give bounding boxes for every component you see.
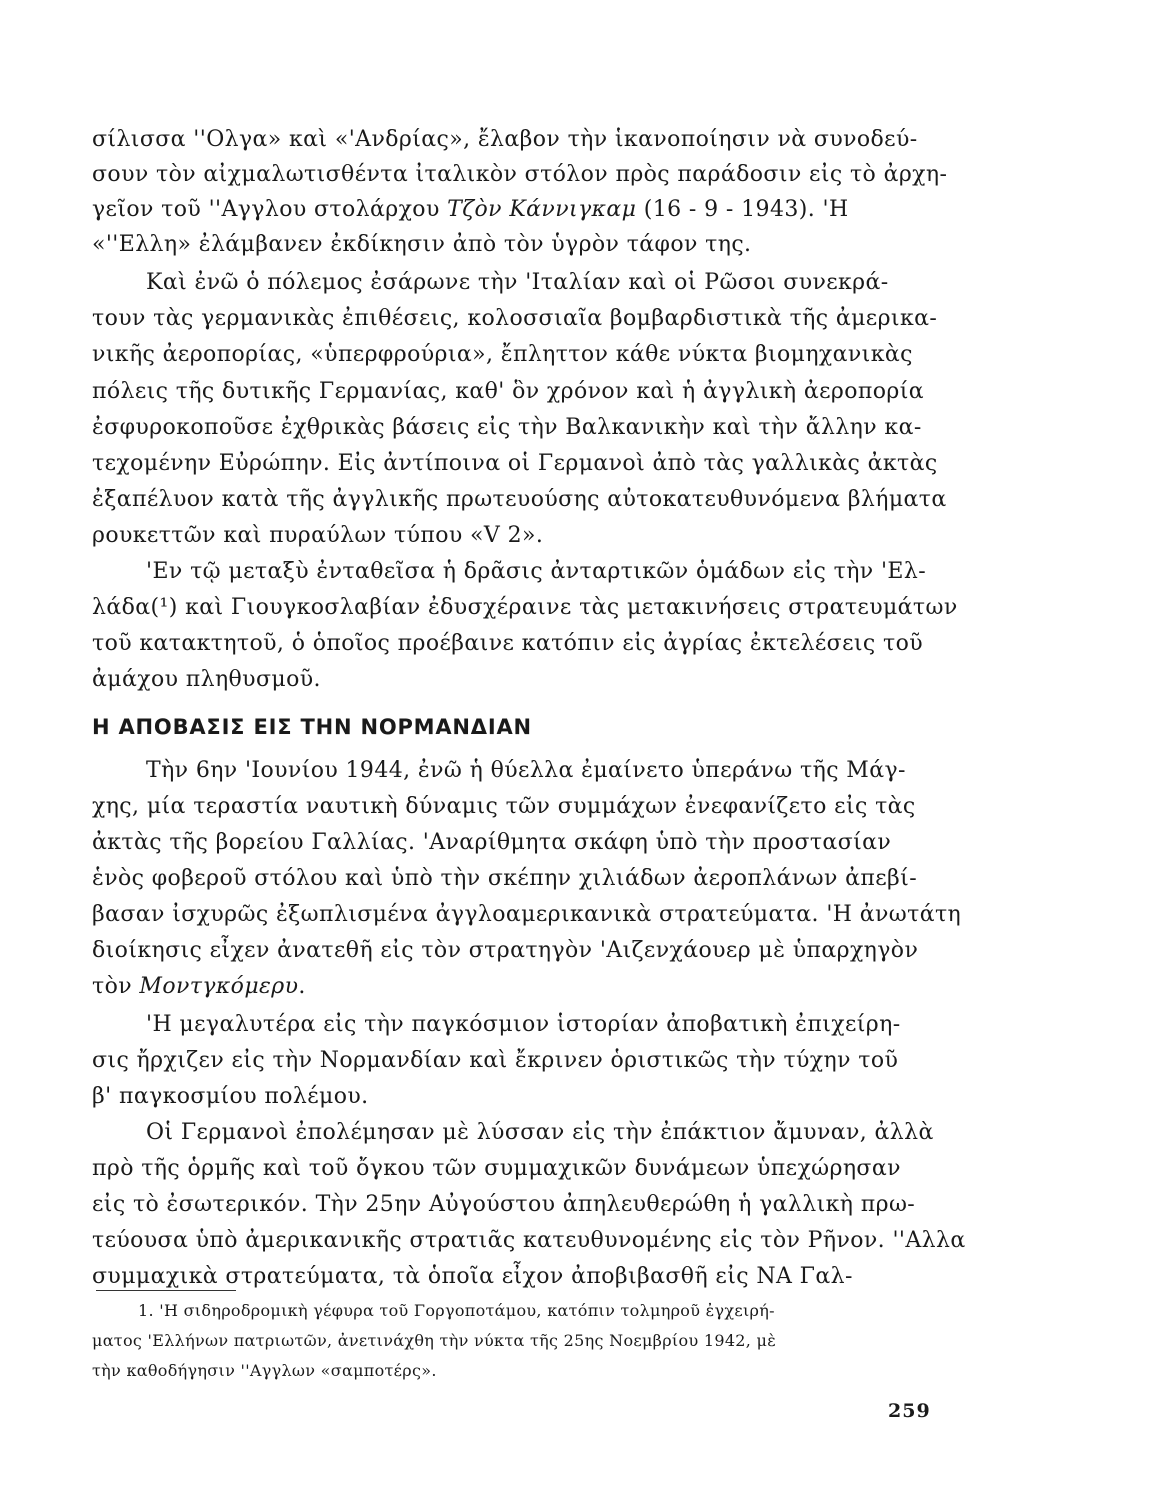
italic-name: Τζὸν Κάννιγκαμ: [447, 197, 637, 222]
body-line: [92, 972, 306, 1002]
line-text: εἰς τὸ ἐσωτερικόν. Τὴν 25ην Αὐγούστου ἀπηλευθερώθη ἡ γαλλικὴ πρω-: [92, 1192, 916, 1217]
line-text: Οἱ Γερμανοὶ ἐπολέμησαν μὲ λύσσαν εἰς τὴν ἐπάκτιον ἄμυναν, ἀλλὰ: [146, 1120, 934, 1145]
line-text: ἀκτὰς τῆς βορείου Γαλλίας. 'Αναρίθμητα σκάφη ὑπὸ τὴν προστασίαν: [92, 830, 892, 855]
body-line: [92, 864, 917, 894]
body-line: [92, 195, 849, 225]
body-line: [92, 936, 918, 966]
line-text: πρὸ τῆς ὁρμῆς καὶ τοῦ ὄγκου τῶν συμμαχικῶν δυνάμεων ὑπεχώρησαν: [92, 1156, 901, 1181]
line-text: τουν τὰς γερμανικὰς ἐπιθέσεις, κολοσσιαῖα βομβαρδιστικὰ τῆς ἀμερικα-: [92, 306, 938, 331]
line-text: τεχομένην Εὐρώπην. Εἰς ἀντίποινα οἱ Γερμανοὶ ἀπὸ τὰς γαλλικὰς ἀκτὰς: [92, 451, 938, 476]
line-text: διοίκησις εἶχεν ἀνατεθῆ εἰς τὸν στρατηγὸν 'Αιζενχάουερ: [92, 938, 752, 963]
section-heading: Η ΑΠΟΒΑΣΙΣ ΕΙΣ ΤΗΝ ΝΟΡΜΑΝΔΙΑΝ: [92, 715, 532, 739]
line-text: ἀμάχου πληθυσμοῦ.: [92, 667, 321, 692]
footnote-line: 1. 'Η σιδηροδρομικὴ γέφυρα τοῦ Γοργοποτάμου, κατόπιν τολμηροῦ ἐγχειρή-: [138, 1301, 775, 1320]
line-text: συμμαχικὰ στρατεύματα, τὰ ὁποῖα εἶχον ἀποβιβασθῆ εἰς ΝΑ Γαλ-: [92, 1264, 853, 1289]
line-text: τοῦ κατακτητοῦ, ὁ ὁποῖος προέβαινε κατόπιν εἰς ἀγρίας ἐκτελέσεις τοῦ: [92, 631, 924, 656]
body-line: [92, 160, 947, 190]
body-line: [92, 1262, 853, 1292]
line-text: πόλεις τῆς δυτικῆς Γερμανίας, καθ' ὃν χρόνον καὶ ἡ ἀγγλικὴ ἀεροπορία: [92, 379, 925, 404]
line-text: β' παγκοσμίου πολέμου.: [92, 1084, 369, 1109]
body-line: [146, 756, 906, 786]
body-line: [146, 557, 926, 587]
body-line: [92, 1046, 898, 1076]
body-line: [92, 792, 916, 822]
line-text: .: [298, 974, 306, 999]
body-line: [92, 593, 958, 623]
footnote-line: τὴν καθοδήγησιν ''Αγγλων «σαμποτέρς».: [92, 1361, 437, 1380]
body-line: [92, 1082, 369, 1112]
line-text: τὸν: [92, 974, 140, 999]
line-text: 'Εν τῷ μεταξὺ ἐνταθεῖσα ἡ δρᾶσις ἀνταρτικῶν ὁμάδων εἰς τὴν 'Ελ-: [146, 559, 927, 584]
line-text: Καὶ ἐνῶ ὁ πόλεμος ἐσάρωνε τὴν 'Ιταλίαν καὶ οἱ Ρῶσοι συνεκρά-: [146, 270, 889, 295]
line-text: σουν τὸν αἰχμαλωτισθέντα ἰταλικὸν στόλον πρὸς παράδοσιν εἰς τὸ ἀρχη-: [92, 162, 948, 187]
body-line: [92, 629, 923, 659]
body-line: [92, 449, 938, 479]
body-line: [92, 1154, 901, 1184]
body-line: [92, 900, 961, 930]
body-line: [92, 521, 543, 551]
line-text: «''Ελλη» ἐλάμβανεν ἐκδίκησιν ἀπὸ τὸν ὑγρὸν τάφον της.: [92, 232, 752, 257]
body-line: [146, 1118, 934, 1148]
body-line: [92, 304, 937, 334]
line-text: τεύουσα ὑπὸ ἀμερικανικῆς στρατιᾶς κατευθυνομένης εἰς τὸν Ρῆνον. ''Αλλα: [92, 1228, 966, 1253]
line-text: χης, μία τεραστία ναυτικὴ δύναμις τῶν συμμάχων ἐνεφανίζετο εἰς τὰς: [92, 794, 916, 819]
line-text: Τὴν 6ην 'Ιουνίου 1944, ἐνῶ ἡ θύελλα ἐμαίνετο ὑπεράνω τῆς Μάγ-: [146, 758, 906, 783]
body-line: [92, 340, 913, 370]
body-line: [92, 1226, 966, 1256]
body-line: [92, 125, 918, 155]
line-text: λάδα(¹) καὶ Γιουγκοσλαβίαν ἐδυσχέραινε τὰς μετακινήσεις στρατευμάτων: [92, 595, 958, 620]
body-line: [92, 377, 924, 407]
body-line: [146, 268, 889, 298]
footnote-divider: [96, 1290, 236, 1291]
line-text: ἐσφυροκοποῦσε ἐχθρικὰς βάσεις εἰς τὴν Βαλκανικὴν καὶ τὴν ἄλλην κα-: [92, 415, 922, 440]
line-text: νικῆς ἀεροπορίας, «ὑπερφρούρια», ἔπληττον κάθε νύκτα βιομηχανικὰς: [92, 342, 913, 367]
body-line: [146, 1010, 901, 1040]
body-line: [92, 665, 321, 695]
line-text: γεῖον τοῦ ''Αγγλου στολάρχου: [92, 197, 448, 222]
body-line: [92, 1190, 915, 1220]
footnote-line: ματος 'Ελλήνων πατριωτῶν, ἀνετινάχθη τὴν νύκτα τῆς 25ης Νοεμβρίου 1942, μὲ: [92, 1331, 777, 1350]
line-text: σις ἤρχιζεν εἰς τὴν Νορμανδίαν καὶ ἔκρινεν ὁριστικῶς τὴν τύχην τοῦ: [92, 1048, 899, 1073]
body-line: [92, 485, 947, 515]
body-line: [92, 413, 922, 443]
line-text: ρουκεττῶν καὶ πυραύλων τύπου «V 2».: [92, 523, 544, 548]
line-text: μὲ ὑπαρχηγὸν: [751, 938, 919, 963]
line-text: σίλισσα ''Ολγα» καὶ «'Ανδρίας», ἔλαβον τὴν ἱκανοποίησιν νὰ συνοδεύ-: [92, 127, 918, 152]
line-text: βασαν ἰσχυρῶς ἐξωπλισμένα ἀγγλοαμερικανικὰ στρατεύματα. 'Η ἀνωτάτη: [92, 902, 962, 927]
body-line: [92, 828, 891, 858]
body-line: [92, 230, 751, 260]
line-text: (16 - 9 - 1943). 'Η: [636, 197, 849, 222]
line-text: ἐξαπέλυον κατὰ τῆς ἀγγλικῆς πρωτευούσης αὐτοκατευθυνόμενα βλήματα: [92, 487, 947, 512]
line-text: ἑνὸς φοβεροῦ στόλου καὶ ὑπὸ τὴν σκέπην χιλιάδων ἀεροπλάνων ἀπεβί-: [92, 866, 918, 891]
line-text: 'Η μεγαλυτέρα εἰς τὴν παγκόσμιον ἱστορίαν ἀποβατικὴ ἐπιχείρη-: [146, 1012, 901, 1037]
italic-name: Μοντγκόμερυ: [139, 974, 299, 999]
page-number: 259: [888, 1400, 931, 1422]
